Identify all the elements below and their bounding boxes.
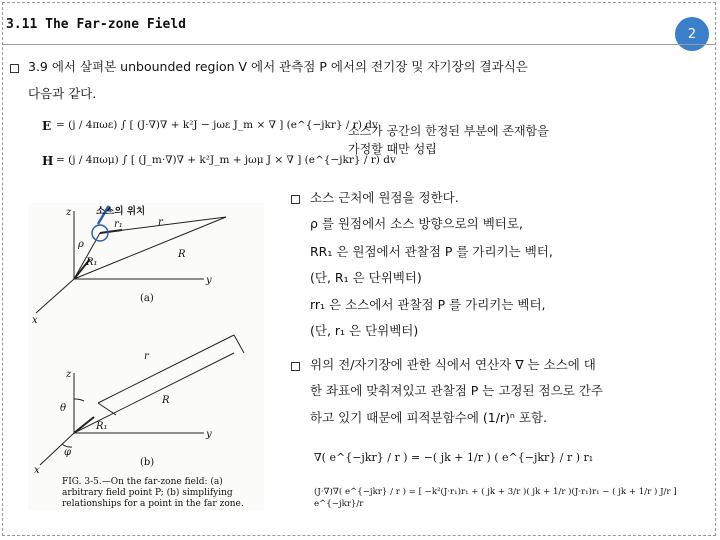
point-1-rr1: rr₁ 은 소스에서 관찰점 P 를 가리키는 벡터, bbox=[310, 297, 546, 312]
unit-r1 bbox=[100, 230, 122, 233]
label-x-a: x bbox=[32, 315, 38, 326]
note-line-2: 가정할 때만 성립 bbox=[348, 142, 437, 156]
theta-arc bbox=[74, 399, 84, 401]
h-field-equation: = (j / 4πωμ) ∫ [ (J_m·∇)∇ + k²J_m + jωμ J × ∇ ] (e^{−jkr} / r) dv bbox=[56, 154, 396, 166]
label-rho: ρ bbox=[78, 239, 84, 250]
axis-x-a bbox=[36, 279, 74, 313]
label-R-b: R bbox=[162, 395, 170, 406]
intro-line-2: 다음과 같다. bbox=[28, 86, 97, 101]
label-y-b: y bbox=[206, 429, 212, 440]
bullet-square-icon bbox=[10, 64, 19, 73]
label-z-b: z bbox=[66, 369, 72, 380]
geometry-diagram bbox=[28, 203, 264, 510]
label-y-a: y bbox=[206, 275, 212, 286]
figure-caption: FIG. 3-5.—On the far-zone field: (a) arbitrary field point P; (b) simplifying relationships for a point in the far zone. bbox=[62, 477, 244, 509]
e-field-equation: = (j / 4πωε) ∫ [ (J·∇)∇ + k²J − jωε J_m × ∇ ] (e^{−jkr} / r) dv bbox=[56, 119, 378, 131]
label-R-a: R bbox=[178, 249, 186, 260]
point-1-rho: ρ 를 원점에서 소스 방향으로의 벡터로, bbox=[310, 216, 523, 231]
vector-r-b bbox=[98, 335, 234, 403]
bullet-square-icon bbox=[291, 195, 300, 204]
point-2-line-1: 위의 전/자기장에 관한 식에서 연산자 ∇ 는 소스에 대 bbox=[310, 357, 596, 372]
point-2-line-3: 하고 있기 때문에 피적분함수에 (1/r)ⁿ 포함. bbox=[310, 410, 548, 425]
point-1-r1-note: (단, r₁ 은 단위벡터) bbox=[310, 323, 419, 338]
h-field-lhs: H bbox=[42, 154, 54, 168]
page-number-badge: 2 bbox=[675, 17, 709, 51]
slide-title: 3.11 The Far-zone Field bbox=[6, 17, 187, 32]
label-x-b: x bbox=[34, 465, 40, 476]
gradient-equation: ∇( e^{−jkr} / r ) = −( jk + 1/r ) ( e^{−jkr} / r ) r₁ bbox=[314, 451, 594, 464]
label-phi: φ bbox=[64, 447, 72, 458]
far-guide bbox=[234, 335, 244, 353]
point-1-RR1: RR₁ 은 원점에서 관찰점 P 를 가리키는 벡터, bbox=[310, 244, 553, 259]
intro-line-1: 3.9 에서 살펴본 unbounded region V 에서 관측점 P 에서의 전기장 및 자기장의 결과식은 bbox=[28, 59, 528, 74]
j-dot-del-equation: (J·∇)∇( e^{−jkr} / r ) = [ −k²(J·r₁)r₁ + ( jk + 3/r )( jk + 1/r )(J·r₁)r₁ − ( jk + 1/r ) J/r ] e^{−jkr}/r bbox=[314, 487, 677, 509]
title-divider bbox=[2, 44, 716, 45]
bullet-square-icon bbox=[291, 362, 300, 371]
label-theta: θ bbox=[60, 403, 67, 414]
note-line-1: 소스가 공간의 한정된 부분에 존재함을 bbox=[348, 124, 549, 138]
label-part-a: (a) bbox=[140, 293, 154, 304]
label-r1-a: r₁ bbox=[114, 219, 123, 230]
point-1-text: 소스 근처에 원점을 정한다. bbox=[310, 190, 459, 205]
label-R1-a: R₁ bbox=[86, 257, 98, 268]
label-z-a: z bbox=[66, 207, 72, 218]
label-R1-b: R₁ bbox=[96, 421, 108, 432]
point-2-line-2: 한 좌표에 맞춰져있고 관찰점 P 는 고정된 점으로 간주 bbox=[310, 383, 603, 398]
far-zone-figure bbox=[28, 203, 264, 510]
label-r-a: r bbox=[158, 217, 163, 228]
label-part-b: (b) bbox=[140, 457, 155, 468]
source-location-label: 소스의 위치 bbox=[96, 206, 146, 217]
point-1-R1-note: (단, R₁ 은 단위벡터) bbox=[310, 270, 422, 285]
label-r-b: r bbox=[144, 351, 149, 362]
e-field-lhs: E bbox=[42, 119, 52, 133]
parallel-guide bbox=[98, 403, 116, 415]
